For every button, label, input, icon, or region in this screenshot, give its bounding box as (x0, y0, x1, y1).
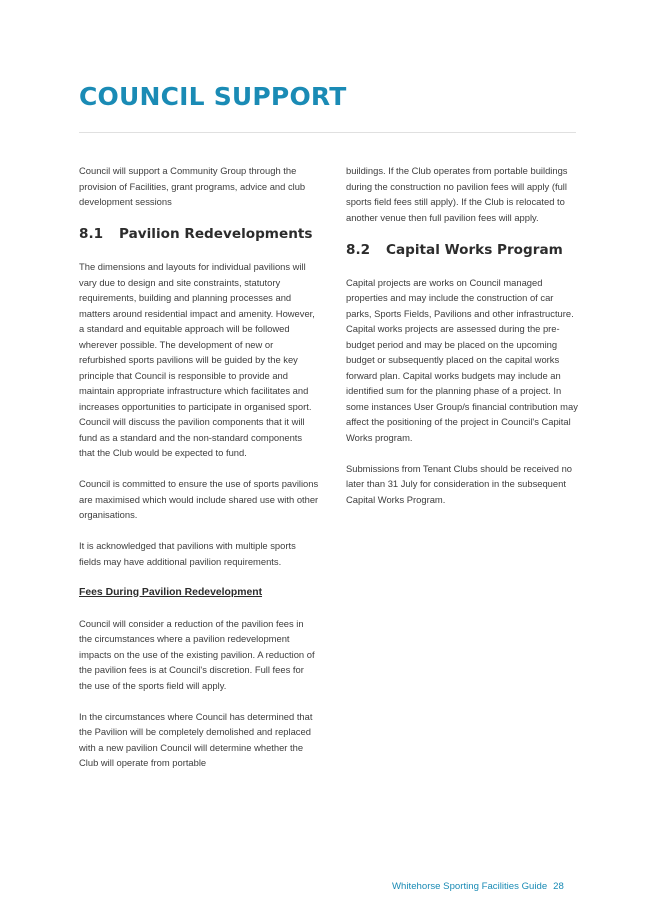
section-title: Pavilion Redevelopments (119, 226, 313, 242)
section-title: Capital Works Program (386, 241, 563, 258)
page-footer (392, 881, 564, 892)
section-heading-8-2 (346, 241, 581, 259)
capital-projects-paragraph: Capital projects are works on Council managed properties and may include the construction of car parks, Sports Fields, Pavilions and other infrastructure. Capital works projects are assessed during the pre-budget period and may be placed on the upcoming budget or subsequently placed on the capital works forward plan. Capital works budgets may include an identified sum for the planning phase of a project. In some instances User Group/s financial contribution may affect the positioning of the project in Council's Capital Works program. (346, 276, 578, 443)
portable-buildings-paragraph: buildings. If the Club operates from portable buildings during the construction no pavilion fees will apply (full sports field fees still apply). If the Club is relocated to another venue then full pavilion fees will apply. (346, 165, 568, 223)
page-number: 28 (553, 881, 564, 892)
submissions-paragraph: Submissions from Tenant Clubs should be received no later than 31 July for consideration in the subsequent Capital Works Program. (346, 462, 572, 505)
fee-reduction-paragraph: Council will consider a reduction of the pavilion fees in the circumstances where a pavilion redevelopment impacts on the use of the existing pavilion. A reduction of the pavilion fees is at Council's discretion. Full fees for the use of the sports field will apply. (79, 617, 315, 691)
right-column (346, 163, 581, 523)
section-number: 8.2 (346, 241, 371, 258)
title-divider (79, 132, 576, 133)
footer-guide-name: Whitehorse Sporting Facilities Guide (392, 881, 548, 892)
intro-paragraph: Council will support a Community Group through the provision of Facilities, grant programs, advice and club development sessions (79, 165, 306, 207)
left-column (79, 163, 319, 786)
fees-subheading: Fees During Pavilion Redevelopment (79, 586, 263, 598)
pavilion-dimensions-paragraph: The dimensions and layouts for individual pavilions will vary due to design and site constraints, statutory requirements, building and planning processes and matters around residential impact and amenity. However, a standard and equitable approach will be followed wherever possible. The development of new or refurbished sports pavilions will be guided by the key principle that Council is responsible to provide and maintain appropriate infrastructure which facilitates and increases opportunities to participate in organised sport. Council will discuss the pavilion components that it will fund as a standard and the non-standard components that the Club would be expected to fund. (79, 261, 315, 458)
shared-use-paragraph: Council is committed to ensure the use of sports pavilions are maximised which would include shared use with other organisations. (79, 478, 319, 520)
page-title: COUNCIL SUPPORT (79, 82, 347, 111)
section-heading-8-1 (79, 225, 319, 243)
multiple-fields-paragraph: It is acknowledged that pavilions with multiple sports fields may have additional pavilion requirements. (79, 540, 296, 567)
demolition-paragraph: In the circumstances where Council has determined that the Pavilion will be completely demolished and replaced with a new pavilion Council will determine whether the Club will operate from portable (79, 710, 313, 768)
section-number: 8.1 (79, 226, 104, 242)
